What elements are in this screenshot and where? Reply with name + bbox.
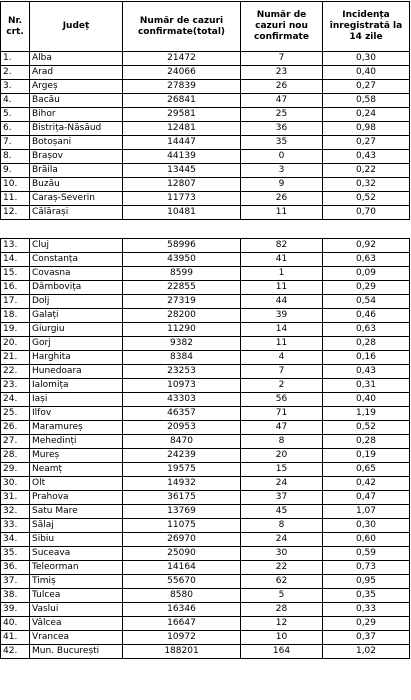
table-row (1, 80, 410, 94)
row-new-cases: 0 (241, 150, 323, 164)
row-incidence: 0,19 (323, 449, 410, 463)
row-nr: 36. (1, 561, 30, 575)
row-new-cases: 1 (241, 267, 323, 281)
table-row (1, 239, 410, 253)
row-incidence: 0,98 (323, 122, 410, 136)
row-judet: Constanța (30, 253, 123, 267)
row-judet: Vâlcea (30, 617, 123, 631)
row-incidence: 0,09 (323, 267, 410, 281)
row-nr: 11. (1, 192, 30, 206)
row-nr: 28. (1, 449, 30, 463)
table-row (1, 645, 410, 659)
table-row (1, 463, 410, 477)
row-total-cases: 11290 (123, 323, 241, 337)
table-row (1, 337, 410, 351)
row-total-cases: 12807 (123, 178, 241, 192)
row-nr: 5. (1, 108, 30, 122)
row-nr: 10. (1, 178, 30, 192)
row-nr: 23. (1, 379, 30, 393)
header-nr: Nr. crt. (1, 2, 30, 52)
row-incidence: 0,24 (323, 108, 410, 122)
row-incidence: 0,33 (323, 603, 410, 617)
row-nr: 19. (1, 323, 30, 337)
row-judet: Buzău (30, 178, 123, 192)
row-total-cases: 11773 (123, 192, 241, 206)
row-total-cases: 36175 (123, 491, 241, 505)
row-total-cases: 19575 (123, 463, 241, 477)
row-total-cases: 55670 (123, 575, 241, 589)
row-incidence: 0,31 (323, 379, 410, 393)
row-incidence: 0,32 (323, 178, 410, 192)
row-incidence: 0,52 (323, 421, 410, 435)
row-new-cases: 45 (241, 505, 323, 519)
row-judet: Mehedinți (30, 435, 123, 449)
row-nr: 8. (1, 150, 30, 164)
row-judet: Neamț (30, 463, 123, 477)
row-new-cases: 4 (241, 351, 323, 365)
row-judet: Ialomița (30, 379, 123, 393)
row-new-cases: 8 (241, 519, 323, 533)
row-nr: 30. (1, 477, 30, 491)
table-row (1, 477, 410, 491)
row-judet: Timiș (30, 575, 123, 589)
row-judet: Iași (30, 393, 123, 407)
row-nr: 39. (1, 603, 30, 617)
row-judet: Bihor (30, 108, 123, 122)
row-judet: Bistrița-Năsăud (30, 122, 123, 136)
row-total-cases: 24239 (123, 449, 241, 463)
row-incidence: 0,43 (323, 365, 410, 379)
row-nr: 3. (1, 80, 30, 94)
row-incidence: 0,40 (323, 66, 410, 80)
row-incidence: 0,29 (323, 281, 410, 295)
row-total-cases: 44139 (123, 150, 241, 164)
table-row (1, 589, 410, 603)
row-new-cases: 7 (241, 365, 323, 379)
row-total-cases: 22855 (123, 281, 241, 295)
row-judet: Botoșani (30, 136, 123, 150)
row-total-cases: 20953 (123, 421, 241, 435)
row-new-cases: 28 (241, 603, 323, 617)
row-judet: Tulcea (30, 589, 123, 603)
row-incidence: 0,70 (323, 206, 410, 220)
table-row (1, 136, 410, 150)
row-nr: 40. (1, 617, 30, 631)
row-new-cases: 24 (241, 477, 323, 491)
table-row (1, 631, 410, 645)
row-judet: Dolj (30, 295, 123, 309)
row-nr: 38. (1, 589, 30, 603)
row-nr: 14. (1, 253, 30, 267)
row-new-cases: 11 (241, 337, 323, 351)
row-nr: 25. (1, 407, 30, 421)
table-row (1, 603, 410, 617)
row-total-cases: 13769 (123, 505, 241, 519)
covid-table-part-1 (0, 1, 410, 220)
row-nr: 24. (1, 393, 30, 407)
row-incidence: 0,47 (323, 491, 410, 505)
table-row (1, 421, 410, 435)
row-incidence: 0,42 (323, 477, 410, 491)
row-total-cases: 9382 (123, 337, 241, 351)
table-row (1, 122, 410, 136)
row-new-cases: 12 (241, 617, 323, 631)
row-total-cases: 13445 (123, 164, 241, 178)
row-new-cases: 71 (241, 407, 323, 421)
row-nr: 35. (1, 547, 30, 561)
table-row (1, 575, 410, 589)
row-total-cases: 46357 (123, 407, 241, 421)
table-row (1, 449, 410, 463)
table-header-row (1, 2, 410, 52)
row-incidence: 0,60 (323, 533, 410, 547)
table-row (1, 505, 410, 519)
row-incidence: 0,43 (323, 150, 410, 164)
row-incidence: 0,59 (323, 547, 410, 561)
row-total-cases: 27319 (123, 295, 241, 309)
row-judet: Covasna (30, 267, 123, 281)
row-judet: Satu Mare (30, 505, 123, 519)
row-incidence: 0,22 (323, 164, 410, 178)
row-judet: Olt (30, 477, 123, 491)
row-nr: 32. (1, 505, 30, 519)
row-nr: 6. (1, 122, 30, 136)
row-incidence: 0,28 (323, 435, 410, 449)
row-incidence: 0,73 (323, 561, 410, 575)
row-judet: Mureș (30, 449, 123, 463)
table-row (1, 66, 410, 80)
row-new-cases: 41 (241, 253, 323, 267)
row-total-cases: 10973 (123, 379, 241, 393)
table-body-2 (1, 239, 410, 659)
row-total-cases: 8470 (123, 435, 241, 449)
row-incidence: 0,37 (323, 631, 410, 645)
table-row (1, 295, 410, 309)
table-row (1, 351, 410, 365)
row-incidence: 0,30 (323, 519, 410, 533)
table-row (1, 94, 410, 108)
row-judet: Arad (30, 66, 123, 80)
row-nr: 9. (1, 164, 30, 178)
row-new-cases: 62 (241, 575, 323, 589)
row-nr: 2. (1, 66, 30, 80)
table-row (1, 407, 410, 421)
row-total-cases: 8384 (123, 351, 241, 365)
row-judet: Harghita (30, 351, 123, 365)
table-row (1, 547, 410, 561)
row-judet: Vaslui (30, 603, 123, 617)
row-incidence: 0,40 (323, 393, 410, 407)
row-incidence: 0,27 (323, 80, 410, 94)
row-new-cases: 11 (241, 281, 323, 295)
table-row (1, 491, 410, 505)
covid-table-part-2 (0, 238, 410, 659)
row-judet: Teleorman (30, 561, 123, 575)
row-incidence: 1,07 (323, 505, 410, 519)
row-incidence: 0,35 (323, 589, 410, 603)
row-judet: Cluj (30, 239, 123, 253)
row-new-cases: 23 (241, 66, 323, 80)
row-judet: Galați (30, 309, 123, 323)
table-row (1, 533, 410, 547)
row-judet: Maramureș (30, 421, 123, 435)
row-nr: 20. (1, 337, 30, 351)
row-new-cases: 14 (241, 323, 323, 337)
row-total-cases: 21472 (123, 52, 241, 66)
row-incidence: 0,65 (323, 463, 410, 477)
row-new-cases: 11 (241, 206, 323, 220)
row-new-cases: 26 (241, 80, 323, 94)
header-total: Număr de cazuri confirmate(total) (123, 2, 241, 52)
header-nou: Număr de cazuri nou confirmate (241, 2, 323, 52)
row-total-cases: 26970 (123, 533, 241, 547)
row-judet: Bacău (30, 94, 123, 108)
row-incidence: 0,29 (323, 617, 410, 631)
row-new-cases: 82 (241, 239, 323, 253)
row-nr: 37. (1, 575, 30, 589)
row-incidence: 0,52 (323, 192, 410, 206)
row-nr: 33. (1, 519, 30, 533)
row-new-cases: 25 (241, 108, 323, 122)
table-row (1, 150, 410, 164)
row-new-cases: 47 (241, 94, 323, 108)
row-new-cases: 15 (241, 463, 323, 477)
row-new-cases: 164 (241, 645, 323, 659)
row-new-cases: 36 (241, 122, 323, 136)
row-incidence: 1,19 (323, 407, 410, 421)
row-incidence: 0,92 (323, 239, 410, 253)
table-row (1, 393, 410, 407)
row-new-cases: 9 (241, 178, 323, 192)
row-judet: Sibiu (30, 533, 123, 547)
row-total-cases: 11075 (123, 519, 241, 533)
row-nr: 7. (1, 136, 30, 150)
row-judet: Gorj (30, 337, 123, 351)
row-nr: 12. (1, 206, 30, 220)
row-judet: Dâmbovița (30, 281, 123, 295)
row-nr: 34. (1, 533, 30, 547)
row-nr: 42. (1, 645, 30, 659)
row-new-cases: 7 (241, 52, 323, 66)
row-total-cases: 188201 (123, 645, 241, 659)
row-judet: Prahova (30, 491, 123, 505)
row-nr: 29. (1, 463, 30, 477)
row-new-cases: 10 (241, 631, 323, 645)
row-new-cases: 56 (241, 393, 323, 407)
table-row (1, 267, 410, 281)
row-nr: 15. (1, 267, 30, 281)
row-new-cases: 37 (241, 491, 323, 505)
row-new-cases: 47 (241, 421, 323, 435)
row-incidence: 0,16 (323, 351, 410, 365)
table-row (1, 253, 410, 267)
row-total-cases: 43950 (123, 253, 241, 267)
row-judet: Ilfov (30, 407, 123, 421)
table-row (1, 365, 410, 379)
row-incidence: 0,46 (323, 309, 410, 323)
table-row (1, 164, 410, 178)
row-new-cases: 5 (241, 589, 323, 603)
row-new-cases: 20 (241, 449, 323, 463)
row-new-cases: 44 (241, 295, 323, 309)
row-incidence: 0,58 (323, 94, 410, 108)
row-new-cases: 8 (241, 435, 323, 449)
table-row (1, 52, 410, 66)
row-total-cases: 29581 (123, 108, 241, 122)
row-nr: 16. (1, 281, 30, 295)
row-total-cases: 16647 (123, 617, 241, 631)
row-new-cases: 24 (241, 533, 323, 547)
row-judet: Argeș (30, 80, 123, 94)
table-row (1, 561, 410, 575)
row-total-cases: 25090 (123, 547, 241, 561)
row-judet: Călărași (30, 206, 123, 220)
row-nr: 26. (1, 421, 30, 435)
header-incidenta: Incidența înregistrată la 14 zile (323, 2, 410, 52)
table-body-1 (1, 52, 410, 220)
row-nr: 18. (1, 309, 30, 323)
row-nr: 13. (1, 239, 30, 253)
row-nr: 21. (1, 351, 30, 365)
row-nr: 27. (1, 435, 30, 449)
table-row (1, 192, 410, 206)
row-judet: Hunedoara (30, 365, 123, 379)
table-row (1, 617, 410, 631)
row-judet: Mun. București (30, 645, 123, 659)
row-judet: Brăila (30, 164, 123, 178)
header-judet: Județ (30, 2, 123, 52)
row-incidence: 0,95 (323, 575, 410, 589)
row-total-cases: 8580 (123, 589, 241, 603)
row-judet: Sălaj (30, 519, 123, 533)
row-new-cases: 26 (241, 192, 323, 206)
row-total-cases: 28200 (123, 309, 241, 323)
row-incidence: 0,54 (323, 295, 410, 309)
row-incidence: 0,63 (323, 253, 410, 267)
row-new-cases: 39 (241, 309, 323, 323)
table-row (1, 309, 410, 323)
row-new-cases: 22 (241, 561, 323, 575)
row-nr: 31. (1, 491, 30, 505)
row-total-cases: 43303 (123, 393, 241, 407)
table-row (1, 281, 410, 295)
row-total-cases: 27839 (123, 80, 241, 94)
row-judet: Suceava (30, 547, 123, 561)
row-new-cases: 2 (241, 379, 323, 393)
row-total-cases: 14932 (123, 477, 241, 491)
row-total-cases: 14164 (123, 561, 241, 575)
row-total-cases: 10972 (123, 631, 241, 645)
table-row (1, 519, 410, 533)
row-new-cases: 35 (241, 136, 323, 150)
row-incidence: 1,02 (323, 645, 410, 659)
row-total-cases: 8599 (123, 267, 241, 281)
row-total-cases: 16346 (123, 603, 241, 617)
row-total-cases: 14447 (123, 136, 241, 150)
row-judet: Giurgiu (30, 323, 123, 337)
row-incidence: 0,27 (323, 136, 410, 150)
table-row (1, 323, 410, 337)
row-new-cases: 30 (241, 547, 323, 561)
row-incidence: 0,30 (323, 52, 410, 66)
row-judet: Brașov (30, 150, 123, 164)
row-incidence: 0,63 (323, 323, 410, 337)
row-nr: 41. (1, 631, 30, 645)
row-total-cases: 10481 (123, 206, 241, 220)
table-row (1, 178, 410, 192)
row-new-cases: 3 (241, 164, 323, 178)
row-total-cases: 58996 (123, 239, 241, 253)
row-nr: 1. (1, 52, 30, 66)
row-total-cases: 12481 (123, 122, 241, 136)
table-row (1, 379, 410, 393)
table-row (1, 435, 410, 449)
table-row (1, 108, 410, 122)
table-row (1, 206, 410, 220)
row-judet: Caraș-Severin (30, 192, 123, 206)
row-total-cases: 26841 (123, 94, 241, 108)
row-total-cases: 23253 (123, 365, 241, 379)
row-nr: 4. (1, 94, 30, 108)
row-nr: 22. (1, 365, 30, 379)
row-incidence: 0,28 (323, 337, 410, 351)
row-judet: Alba (30, 52, 123, 66)
row-nr: 17. (1, 295, 30, 309)
row-judet: Vrancea (30, 631, 123, 645)
row-total-cases: 24066 (123, 66, 241, 80)
